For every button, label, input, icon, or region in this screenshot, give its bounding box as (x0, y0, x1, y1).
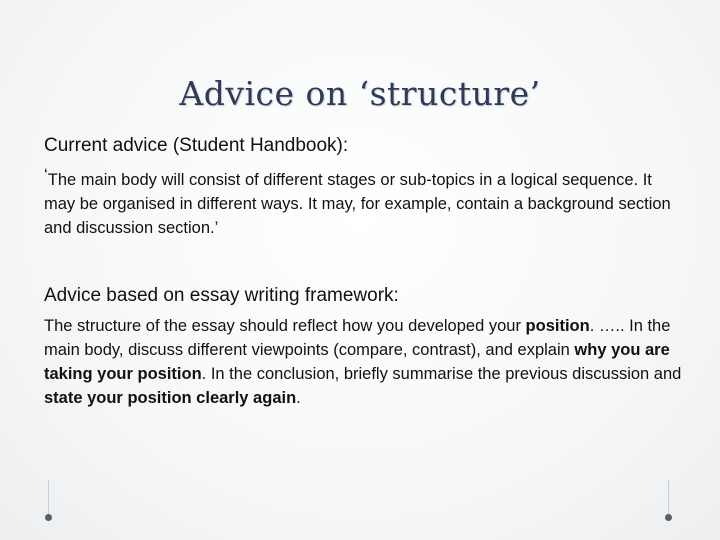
decorative-line-right (668, 480, 669, 514)
framework-advice-paragraph (44, 314, 684, 410)
framework-bold-state: state your position clearly again (44, 389, 297, 407)
framework-text-3: . In the conclusion, briefly summarise the previous discussion and (201, 365, 682, 383)
framework-advice-heading: Advice based on essay writing framework: (44, 285, 399, 306)
opening-quote-mark: ‘ (44, 165, 48, 184)
handbook-quote (44, 165, 684, 240)
decorative-dot-left (45, 514, 52, 521)
handbook-quote-text: The main body will consist of different stages or sub-topics in a logical sequence. It may be organised in different ways. It may, for example, contain a background section and discussion section.’ (44, 171, 671, 237)
slide-title: Advice on ‘structure’ (179, 74, 541, 113)
framework-text-1: The structure of the essay should reflect how you developed your (44, 317, 526, 335)
decorative-line-left (48, 480, 49, 514)
decorative-dot-right (665, 514, 672, 521)
framework-bold-why: why you are taking your position (44, 341, 670, 383)
framework-bold-position: position (525, 317, 590, 335)
framework-text-4: . (296, 389, 301, 407)
framework-text-2: . ….. In the main body, discuss different viewpoints (compare, contrast), and explain (44, 317, 671, 359)
current-advice-heading: Current advice (Student Handbook): (44, 135, 349, 156)
